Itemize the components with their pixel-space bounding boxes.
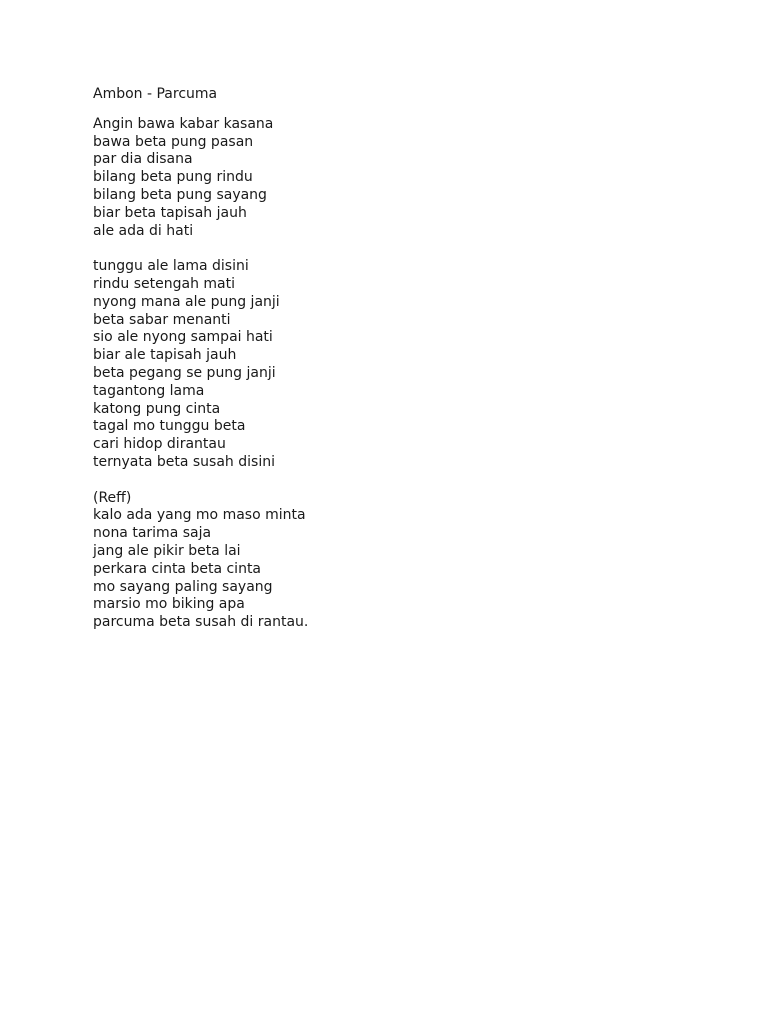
lyric-line: kalo ada yang mo maso minta bbox=[93, 507, 306, 524]
lyric-line: par dia disana bbox=[93, 151, 193, 168]
lyric-line: bawa beta pung pasan bbox=[93, 133, 254, 150]
song-title: Ambon - Parcuma bbox=[93, 86, 218, 102]
lyric-line: ale ada di hati bbox=[93, 222, 194, 239]
stanza-3 bbox=[93, 490, 308, 632]
lyric-line: ternyata beta susah disini bbox=[93, 453, 275, 470]
stanza-1 bbox=[93, 116, 308, 241]
lyric-line: nyong mana ale pung janji bbox=[93, 293, 280, 310]
lyric-line: Angin bawa kabar kasana bbox=[93, 115, 274, 132]
lyric-line: rindu setengah mati bbox=[93, 275, 235, 292]
lyric-line: tagal mo tunggu beta bbox=[93, 418, 246, 435]
lyrics-text bbox=[93, 86, 308, 650]
lyric-line: tunggu ale lama disini bbox=[93, 258, 249, 275]
lyric-line: marsio mo biking apa bbox=[93, 596, 245, 613]
lyric-line: beta pegang se pung janji bbox=[93, 364, 276, 381]
lyric-line: katong pung cinta bbox=[93, 400, 221, 417]
stanza-2 bbox=[93, 258, 308, 472]
lyric-line: biar beta tapisah jauh bbox=[93, 204, 247, 221]
lyric-line: tagantong lama bbox=[93, 382, 205, 399]
lyric-line: bilang beta pung rindu bbox=[93, 169, 253, 186]
lyric-line: cari hidop dirantau bbox=[93, 436, 226, 453]
lyric-line: sio ale nyong sampai hati bbox=[93, 329, 273, 346]
lyric-line: parcuma beta susah di rantau. bbox=[93, 614, 309, 631]
lyric-line: jang ale pikir beta lai bbox=[93, 542, 241, 559]
lyric-line: bilang beta pung sayang bbox=[93, 186, 267, 203]
lyric-line: biar ale tapisah jauh bbox=[93, 347, 237, 364]
lyric-line: nona tarima saja bbox=[93, 525, 212, 542]
lyric-line: perkara cinta beta cinta bbox=[93, 560, 262, 577]
lyric-line: mo sayang paling sayang bbox=[93, 578, 273, 595]
reff-label: (Reff) bbox=[93, 489, 132, 506]
lyric-line: beta sabar menanti bbox=[93, 311, 231, 328]
